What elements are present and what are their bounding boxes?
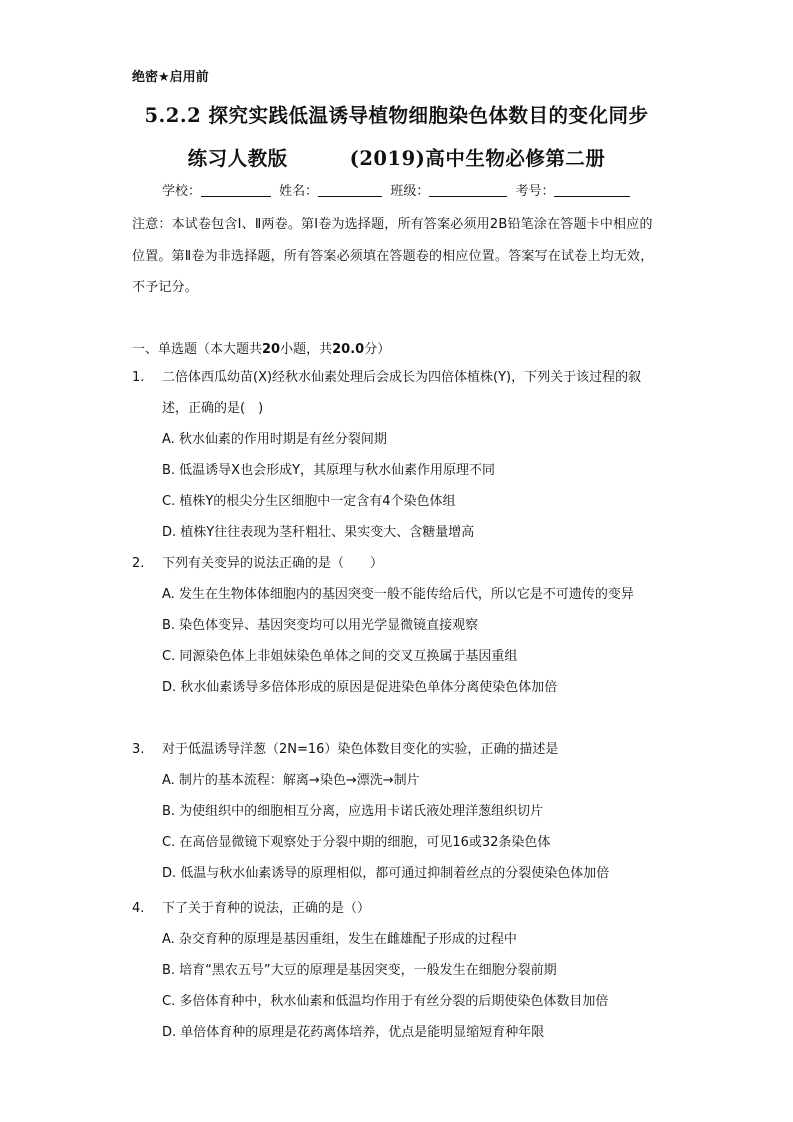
info-exam-number: 考号： — [515, 180, 630, 199]
title-line-2 — [110, 143, 683, 171]
name-blank[interactable] — [318, 184, 382, 197]
instructions-note: 注意：本试卷包含Ⅰ、Ⅱ两卷。第Ⅰ卷为选择题，所有答案必须用2B铅笔涂在答题卡中相应的位置。第Ⅱ卷为非选择题，所有答案必须填在答题卷的相应位置。答案写在试卷上均无效，不予记分。 — [132, 217, 654, 295]
question-stem: 下了关于育种的说法，正确的是（） — [162, 901, 371, 916]
confidential-mark: 绝密★启用前 — [132, 70, 209, 85]
title-line-1: 5.2.2 探究实践低温诱导植物细胞染色体数目的变化同步 — [144, 104, 649, 127]
option-a[interactable]: A. 秋水仙素的作用时期是有丝分裂间期 — [162, 432, 387, 447]
class-blank[interactable] — [429, 184, 507, 197]
question-stem: 二倍体西瓜幼苗(X)经秋水仙素处理后会成长为四倍体植株(Y)，下列关于该过程的叙述，正确的是( ) — [162, 370, 642, 416]
option-a[interactable]: A. 发生在生物体体细胞内的基因突变一般不能传给后代，所以它是不可遗传的变异 — [162, 587, 634, 602]
info-class: 班级： — [390, 180, 507, 199]
info-school: 学校： — [162, 180, 271, 199]
option-c[interactable]: C. 植株Y的根尖分生区细胞中一定含有4个染色体组 — [162, 494, 456, 509]
question-number: 4. — [132, 901, 145, 916]
question-2 — [132, 548, 667, 703]
option-d[interactable]: D. 单倍体育种的原理是花药离体培养，优点是能明显缩短育种年限 — [162, 1025, 545, 1040]
info-name: 姓名： — [279, 180, 382, 199]
option-c[interactable]: C. 同源染色体上非姐妹染色单体之间的交叉互换属于基因重组 — [162, 649, 518, 664]
option-b[interactable]: B. 培育“黑农五号”大豆的原理是基因突变，一般发生在细胞分裂前期 — [162, 963, 557, 978]
section-heading: 一、单选题（本大题共20小题，共20.0分） — [132, 342, 391, 357]
question-1 — [132, 362, 667, 548]
title-line-2-right: (2019)高中生物必修第二册 — [349, 147, 606, 170]
title-line-2-left: 练习人教版 — [187, 147, 288, 170]
question-stem: 对于低温诱导洋葱（2N=16）染色体数目变化的实验，正确的描述是 — [162, 742, 559, 757]
student-info-row — [162, 180, 634, 199]
option-d[interactable]: D. 低温与秋水仙素诱导的原理相似，都可通过抑制着丝点的分裂使染色体加倍 — [162, 866, 610, 881]
question-number: 3. — [132, 742, 145, 757]
option-a[interactable]: A. 制片的基本流程：解离→染色→漂洗→制片 — [162, 773, 420, 788]
option-c[interactable]: C. 在高倍显微镜下观察处于分裂中期的细胞，可见16或32条染色体 — [162, 835, 551, 850]
school-blank[interactable] — [201, 184, 271, 197]
option-a[interactable]: A. 杂交育种的原理是基因重组，发生在雌雄配子形成的过程中 — [162, 932, 517, 947]
option-b[interactable]: B. 为使组织中的细胞相互分离，应选用卡诺氏液处理洋葱组织切片 — [162, 804, 544, 819]
option-d[interactable]: D. 植株Y往往表现为茎秆粗壮、果实变大、含糖量增高 — [162, 525, 475, 540]
option-b[interactable]: B. 低温诱导X也会形成Y，其原理与秋水仙素作用原理不同 — [162, 463, 496, 478]
question-number: 2. — [132, 556, 145, 571]
option-c[interactable]: C. 多倍体育种中，秋水仙素和低温均作用于有丝分裂的后期使染色体数目加倍 — [162, 994, 609, 1009]
exam-number-blank[interactable] — [554, 184, 630, 197]
question-stem: 下列有关变异的说法正确的是（ ） — [162, 556, 384, 571]
option-b[interactable]: B. 染色体变异、基因突变均可以用光学显微镜直接观察 — [162, 618, 479, 633]
option-d[interactable]: D. 秋水仙素诱导多倍体形成的原因是促进染色单体分离使染色体加倍 — [162, 680, 558, 695]
question-3 — [132, 734, 667, 889]
question-number: 1. — [132, 370, 145, 385]
question-4 — [132, 893, 667, 1048]
